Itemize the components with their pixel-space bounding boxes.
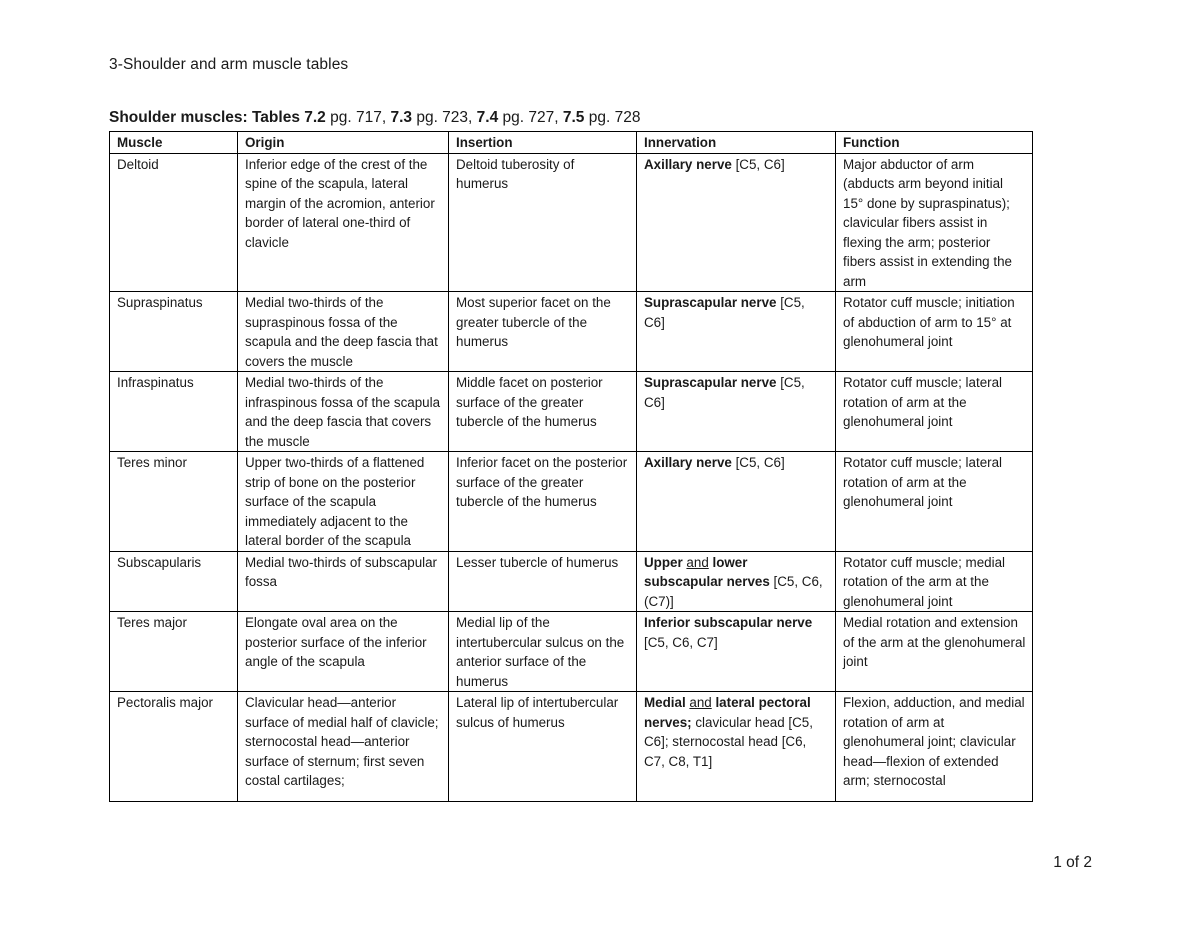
nerve-name: lateral pectoral nerves; [644, 695, 811, 730]
function-cell: Rotator cuff muscle; lateral rotation of arm at the glenohumeral joint [836, 452, 1033, 552]
origin-cell: Clavicular head—anterior surface of medial half of clavicle; sternocostal head—anterior surface of sternum; first seven costal cartilages; [238, 692, 449, 802]
muscle-cell: Deltoid [110, 153, 238, 292]
document-title: 3-Shoulder and arm muscle tables [109, 56, 349, 73]
function-cell: Rotator cuff muscle; lateral rotation of arm at the glenohumeral joint [836, 372, 1033, 452]
nerve-name: lower subscapular nerves [644, 554, 770, 589]
innervation-cell [637, 612, 836, 692]
table-row [110, 292, 1033, 372]
function-cell: Rotator cuff muscle; initiation of abduction of arm to 15° at glenohumeral joint [836, 292, 1033, 372]
page-ref-717: pg. 717, [325, 109, 391, 126]
muscle-cell: Pectoralis major [110, 692, 238, 802]
nerve-name: Medial [644, 695, 690, 710]
table-row [110, 153, 1033, 292]
nerve-name: Suprascapular nerve [644, 295, 777, 310]
insertion-cell: Deltoid tuberosity of humerus [449, 153, 637, 292]
heading-label: Shoulder muscles: Tables [109, 109, 305, 126]
innervation-cell [637, 551, 836, 612]
page-total: of 2 [1061, 854, 1092, 871]
column-header-function: Function [836, 132, 1033, 154]
section-heading [109, 109, 640, 127]
function-cell: Major abductor of arm (abducts arm beyond initial 15° done by supraspinatus); clavicular fibers assist in flexing the arm; posterior fibers assist in extending the arm [836, 153, 1033, 292]
innervation-cell [637, 692, 836, 802]
muscle-cell: Teres major [110, 612, 238, 692]
muscle-cell: Subscapularis [110, 551, 238, 612]
nerve-name: Upper [644, 554, 687, 570]
page-ref-728: pg. 728 [584, 109, 641, 126]
page-ref-727: pg. 727, [498, 109, 563, 126]
nerve-roots: [C5, C6, C7] [644, 634, 718, 650]
table-row [110, 452, 1033, 552]
function-cell: Medial rotation and extension of the arm at the glenohumeral joint [836, 612, 1033, 692]
nerve-roots: [C5, C6, (C7)] [644, 574, 823, 609]
table-ref-7-2: 7.2 [304, 109, 326, 126]
innervation-cell [637, 372, 836, 452]
insertion-cell: Lateral lip of intertubercular sulcus of humerus [449, 692, 637, 802]
nerve-name: Inferior subscapular nerve [644, 615, 813, 630]
table-ref-7-4: 7.4 [476, 109, 499, 126]
innervation-cell [637, 292, 836, 372]
table-row [110, 551, 1033, 612]
nerve-roots: [C5, C6] [644, 375, 805, 410]
function-cell: Rotator cuff muscle; medial rotation of the arm at the glenohumeral joint [836, 551, 1033, 612]
insertion-cell: Middle facet on posterior surface of the greater tubercle of the humerus [449, 372, 637, 452]
origin-cell: Medial two-thirds of the infraspinous fossa of the scapula and the deep fascia that covers the muscle [238, 372, 449, 452]
nerve-roots: [C5, C6] [731, 455, 785, 470]
page-number [1053, 854, 1092, 872]
table-row [110, 692, 1033, 802]
nerve-name: Suprascapular nerve [644, 375, 777, 390]
origin-cell: Medial two-thirds of the supraspinous fossa of the scapula and the deep fascia that covers the muscle [238, 292, 449, 372]
table-row [110, 612, 1033, 692]
muscle-cell: Infraspinatus [110, 372, 238, 452]
page-ref-723: pg. 723, [412, 109, 477, 126]
insertion-cell: Inferior facet on the posterior surface of the greater tubercle of the humerus [449, 452, 637, 552]
table-row [110, 372, 1033, 452]
insertion-cell: Medial lip of the intertubercular sulcus on the anterior surface of the humerus [449, 612, 637, 692]
nerve-name: Axillary nerve [644, 156, 732, 172]
nerve-roots: [C5, C6] [731, 156, 785, 172]
nerve-roots: [C5, C6] [644, 295, 805, 330]
muscle-cell: Supraspinatus [110, 292, 238, 372]
column-header-muscle: Muscle [110, 132, 238, 154]
nerve-and: and [689, 695, 712, 710]
table-ref-7-5: 7.5 [562, 109, 585, 126]
nerve-roots: clavicular head [C5, C6]; sternocostal head [C6, C7, C8, T1] [644, 714, 813, 769]
origin-cell: Upper two-thirds of a flattened strip of bone on the posterior surface of the scapula immediately adjacent to the lateral border of the scapula [238, 452, 449, 552]
insertion-cell: Lesser tubercle of humerus [449, 551, 637, 612]
page-current: 1 [1053, 854, 1062, 871]
nerve-and: and [686, 554, 709, 570]
muscle-table [109, 131, 1033, 802]
column-header-origin: Origin [238, 132, 449, 154]
column-header-insertion: Insertion [449, 132, 637, 154]
origin-cell: Medial two-thirds of subscapular fossa [238, 551, 449, 612]
function-cell: Flexion, adduction, and medial rotation of arm at glenohumeral joint; clavicular head—flexion of extended arm; sternocostal [836, 692, 1033, 802]
insertion-cell: Most superior facet on the greater tubercle of the humerus [449, 292, 637, 372]
origin-cell: Inferior edge of the crest of the spine of the scapula, lateral margin of the acromion, anterior border of lateral one-third of clavicle [238, 153, 449, 292]
muscle-cell: Teres minor [110, 452, 238, 552]
innervation-cell [637, 153, 836, 292]
column-header-innervation: Innervation [637, 132, 836, 154]
table-ref-7-3: 7.3 [390, 109, 413, 126]
table-header-row [110, 132, 1033, 154]
origin-cell: Elongate oval area on the posterior surface of the inferior angle of the scapula [238, 612, 449, 692]
nerve-name: Axillary nerve [644, 455, 732, 470]
innervation-cell [637, 452, 836, 552]
